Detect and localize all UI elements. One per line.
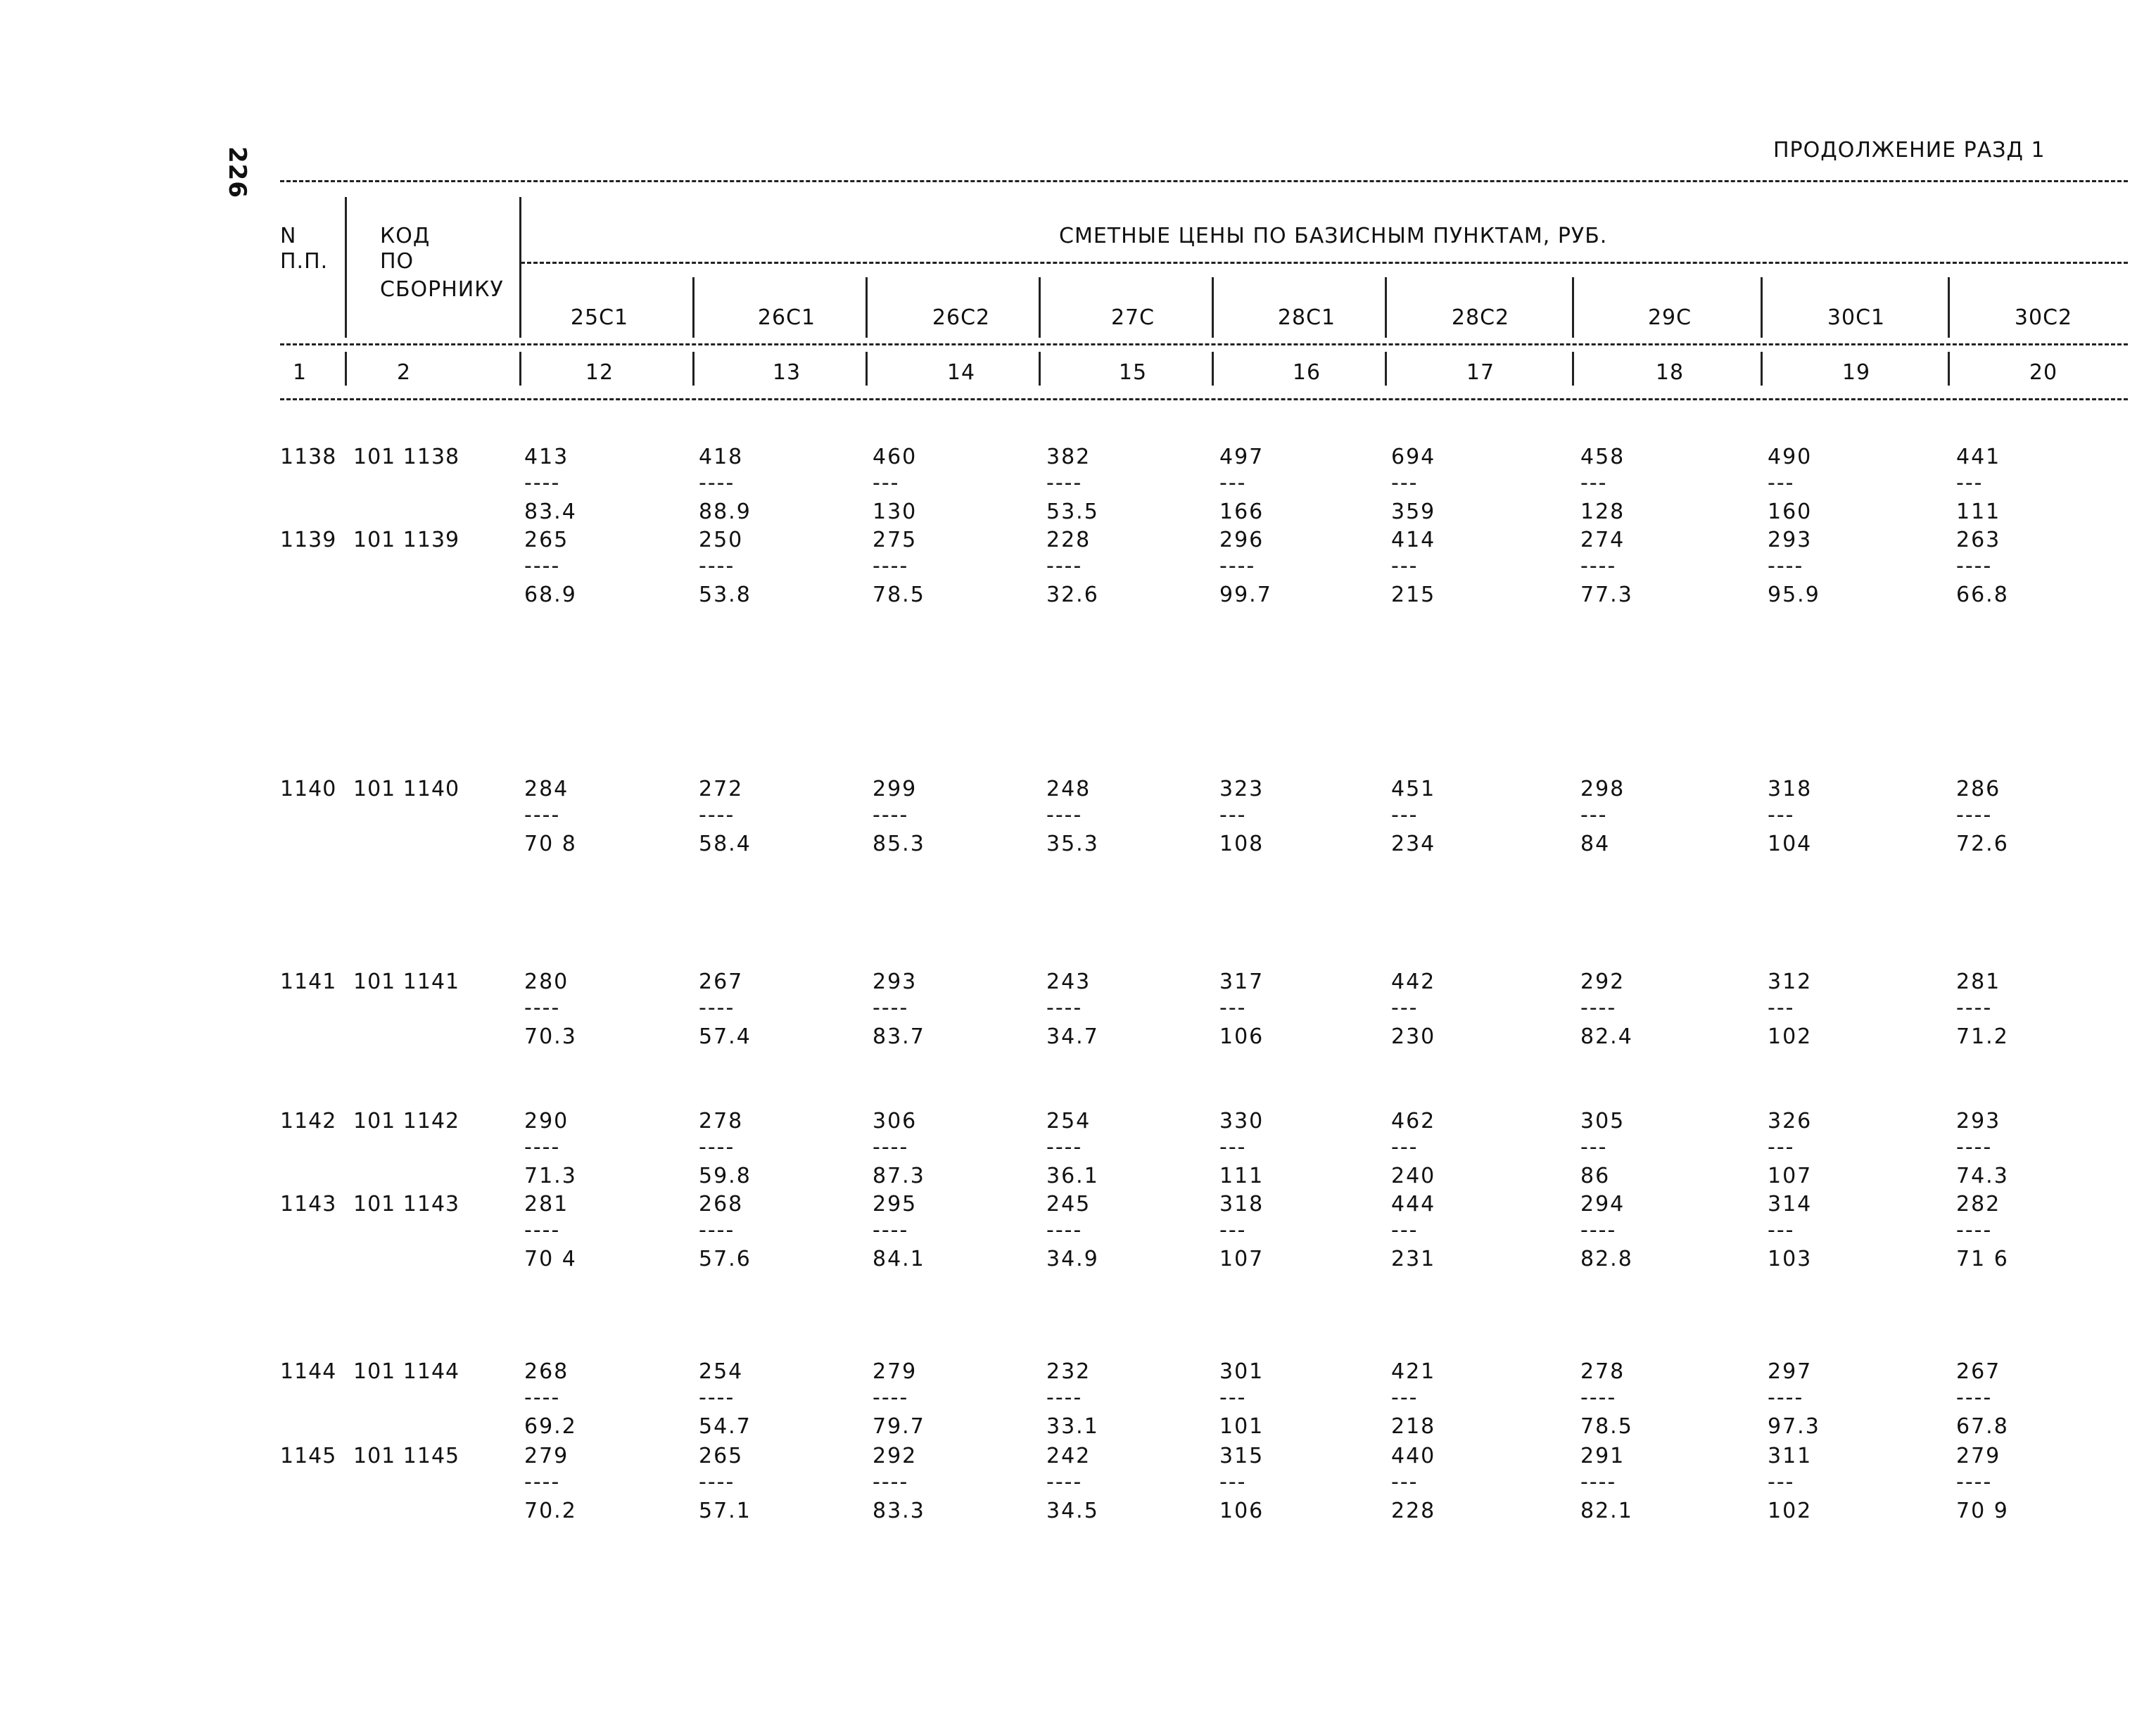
price-top: 413 [524, 445, 569, 469]
price-bottom: 69.2 [524, 1414, 577, 1439]
price-divider: --- [1219, 803, 1247, 827]
price-top: 297 [1768, 1359, 1813, 1384]
price-bottom: 218 [1391, 1414, 1436, 1439]
price-bottom: 95.9 [1768, 583, 1820, 607]
price-divider: ---- [1046, 471, 1083, 495]
header-number-5: 15 [1118, 360, 1148, 385]
number-separator-2 [692, 352, 695, 386]
price-top: 281 [1956, 970, 2001, 994]
price-top: 299 [873, 777, 918, 801]
price-bottom: 85.3 [873, 832, 925, 856]
price-top: 295 [873, 1192, 918, 1216]
price-top: 444 [1391, 1192, 1436, 1216]
price-divider: ---- [873, 996, 909, 1020]
price-top: 279 [873, 1359, 918, 1384]
header-number-4: 14 [946, 360, 976, 385]
price-bottom: 83.7 [873, 1024, 925, 1049]
price-top: 278 [699, 1109, 744, 1133]
price-bottom: 106 [1219, 1499, 1264, 1523]
price-top: 279 [1956, 1444, 2001, 1468]
page-number: 226 [222, 146, 251, 198]
price-bottom: 57.1 [699, 1499, 752, 1523]
price-top: 490 [1768, 445, 1813, 469]
price-divider: --- [1391, 1218, 1419, 1243]
price-top: 497 [1219, 445, 1264, 469]
price-top: 291 [1580, 1444, 1625, 1468]
price-divider: ---- [1046, 1135, 1083, 1160]
price-bottom: 107 [1219, 1247, 1264, 1271]
price-bottom: 107 [1768, 1164, 1813, 1188]
price-divider: --- [1219, 1218, 1247, 1243]
price-divider: ---- [873, 1385, 909, 1410]
header-code: КОД [380, 224, 431, 248]
price-divider: ---- [1768, 1385, 1804, 1410]
price-divider: --- [1956, 471, 1984, 495]
price-bottom: 87.3 [873, 1164, 925, 1188]
price-top: 318 [1219, 1192, 1264, 1216]
row-number: 1145 [280, 1444, 337, 1468]
price-top: 694 [1391, 445, 1436, 469]
price-bottom: 108 [1219, 832, 1264, 856]
number-separator-5 [1212, 352, 1214, 386]
price-bottom: 230 [1391, 1024, 1436, 1049]
price-divider: ---- [1580, 1218, 1617, 1243]
price-top: 243 [1046, 970, 1091, 994]
point-separator-4 [1385, 277, 1387, 338]
header-number-8: 18 [1655, 360, 1685, 385]
header-mid-rule [280, 343, 2128, 345]
point-separator-7 [1948, 277, 1950, 338]
price-divider: --- [1580, 471, 1608, 495]
price-divider: --- [1768, 1470, 1795, 1494]
point-separator-1 [865, 277, 868, 338]
price-divider: ---- [1219, 554, 1256, 578]
price-bottom: 70 4 [524, 1247, 577, 1271]
header-number-10: 20 [2029, 360, 2058, 385]
price-top: 290 [524, 1109, 569, 1133]
price-divider: ---- [1956, 1385, 1993, 1410]
price-bottom: 68.9 [524, 583, 577, 607]
price-divider: ---- [524, 554, 561, 578]
price-divider: --- [1391, 1470, 1419, 1494]
price-bottom: 74.3 [1956, 1164, 2009, 1188]
price-top: 305 [1580, 1109, 1625, 1133]
header-point-0: 25С1 [570, 305, 629, 330]
price-top: 312 [1768, 970, 1813, 994]
price-divider: ---- [524, 996, 561, 1020]
row-number: 1138 [280, 445, 337, 469]
price-divider: ---- [1956, 803, 1993, 827]
price-bottom: 70 9 [1956, 1499, 2009, 1523]
header-code3: СБОРНИКУ [380, 277, 504, 302]
price-bottom: 53.5 [1046, 500, 1099, 524]
header-point-1: 26С1 [757, 305, 816, 330]
price-bottom: 240 [1391, 1164, 1436, 1188]
price-bottom: 67.8 [1956, 1414, 2009, 1439]
header-bottom-rule [280, 398, 2128, 400]
price-divider: --- [1580, 1135, 1608, 1160]
header-number-3: 13 [772, 360, 801, 385]
price-bottom: 128 [1580, 500, 1625, 524]
price-bottom: 82.8 [1580, 1247, 1633, 1271]
price-divider: ---- [1580, 1470, 1617, 1494]
price-bottom: 234 [1391, 832, 1436, 856]
number-separator-3 [865, 352, 868, 386]
price-top: 265 [524, 528, 569, 552]
price-divider: ---- [524, 1218, 561, 1243]
price-divider: ---- [873, 803, 909, 827]
price-top: 268 [524, 1359, 569, 1384]
price-top: 330 [1219, 1109, 1264, 1133]
point-separator-5 [1572, 277, 1574, 338]
row-number: 1141 [280, 970, 337, 994]
header-point-5: 28С2 [1451, 305, 1510, 330]
header-point-4: 28С1 [1277, 305, 1336, 330]
price-divider: ---- [699, 554, 735, 578]
price-divider: --- [1391, 1385, 1419, 1410]
header-point-2: 26С2 [932, 305, 991, 330]
price-divider: --- [1219, 1385, 1247, 1410]
number-separator-1 [519, 352, 521, 386]
price-top: 242 [1046, 1444, 1091, 1468]
price-bottom: 34.7 [1046, 1024, 1099, 1049]
price-top: 275 [873, 528, 918, 552]
price-divider: --- [1768, 996, 1795, 1020]
price-bottom: 228 [1391, 1499, 1436, 1523]
price-bottom: 72.6 [1956, 832, 2009, 856]
price-top: 274 [1580, 528, 1625, 552]
number-separator-0 [345, 352, 347, 386]
row-code: 101 1140 [353, 777, 460, 801]
price-bottom: 66.8 [1956, 583, 2009, 607]
price-divider: ---- [1956, 1135, 1993, 1160]
price-bottom: 71.3 [524, 1164, 577, 1188]
price-top: 293 [1768, 528, 1813, 552]
price-bottom: 34.5 [1046, 1499, 1099, 1523]
price-bottom: 58.4 [699, 832, 752, 856]
price-top: 442 [1391, 970, 1436, 994]
price-divider: --- [1219, 996, 1247, 1020]
price-bottom: 103 [1768, 1247, 1813, 1271]
continuation-label: ПРОДОЛЖЕНИЕ РАЗД 1 [1773, 138, 2046, 163]
price-divider: ---- [1046, 1385, 1083, 1410]
price-top: 298 [1580, 777, 1625, 801]
price-divider: ---- [1956, 996, 1993, 1020]
price-divider: ---- [524, 1135, 561, 1160]
price-divider: ---- [699, 1385, 735, 1410]
header-n: N [280, 224, 297, 248]
header-title-rule [521, 262, 2128, 264]
price-bottom: 35.3 [1046, 832, 1099, 856]
row-code: 101 1145 [353, 1444, 460, 1468]
price-top: 458 [1580, 445, 1625, 469]
header-number-1: 2 [396, 360, 412, 385]
price-divider: --- [1580, 803, 1608, 827]
price-top: 451 [1391, 777, 1436, 801]
price-divider: --- [1391, 803, 1419, 827]
price-divider: --- [1768, 1218, 1795, 1243]
price-bottom: 101 [1219, 1414, 1264, 1439]
row-number: 1142 [280, 1109, 337, 1133]
price-bottom: 34.9 [1046, 1247, 1099, 1271]
price-top: 278 [1580, 1359, 1625, 1384]
price-top: 254 [699, 1359, 744, 1384]
price-bottom: 83.4 [524, 500, 577, 524]
price-divider: ---- [699, 1218, 735, 1243]
price-divider: --- [1219, 1135, 1247, 1160]
price-top: 280 [524, 970, 569, 994]
price-top: 263 [1956, 528, 2001, 552]
price-top: 250 [699, 528, 744, 552]
price-divider: --- [1768, 1135, 1795, 1160]
header-n2: П.П. [280, 249, 329, 274]
price-top: 265 [699, 1444, 744, 1468]
price-bottom: 78.5 [1580, 1414, 1633, 1439]
price-bottom: 57.6 [699, 1247, 752, 1271]
price-divider: ---- [873, 554, 909, 578]
price-bottom: 32.6 [1046, 583, 1099, 607]
price-top: 282 [1956, 1192, 2001, 1216]
price-divider: ---- [1956, 554, 1993, 578]
price-bottom: 71 6 [1956, 1247, 2009, 1271]
row-code: 101 1143 [353, 1192, 460, 1216]
point-separator-2 [1039, 277, 1041, 338]
price-bottom: 77.3 [1580, 583, 1633, 607]
price-top: 296 [1219, 528, 1264, 552]
row-number: 1140 [280, 777, 337, 801]
price-top: 272 [699, 777, 744, 801]
price-divider: ---- [1580, 996, 1617, 1020]
header-number-6: 16 [1292, 360, 1321, 385]
header-number-9: 19 [1841, 360, 1871, 385]
point-separator-6 [1761, 277, 1763, 338]
price-top: 301 [1219, 1359, 1264, 1384]
header-point-7: 30С1 [1827, 305, 1886, 330]
price-top: 323 [1219, 777, 1264, 801]
price-divider: ---- [1580, 1385, 1617, 1410]
price-bottom: 106 [1219, 1024, 1264, 1049]
price-top: 311 [1768, 1444, 1813, 1468]
price-bottom: 70.3 [524, 1024, 577, 1049]
price-top: 292 [873, 1444, 918, 1468]
price-top: 228 [1046, 528, 1091, 552]
header-point-8: 30С2 [2014, 305, 2073, 330]
price-divider: ---- [1046, 1470, 1083, 1494]
price-divider: ---- [1046, 996, 1083, 1020]
price-bottom: 70.2 [524, 1499, 577, 1523]
price-divider: ---- [873, 1470, 909, 1494]
price-bottom: 84 [1580, 832, 1611, 856]
header-vrule-1 [345, 197, 347, 338]
price-divider: ---- [699, 996, 735, 1020]
number-separator-8 [1761, 352, 1763, 386]
price-top: 279 [524, 1444, 569, 1468]
price-bottom: 359 [1391, 500, 1436, 524]
header-number-0: 1 [292, 360, 307, 385]
price-bottom: 70 8 [524, 832, 577, 856]
price-top: 440 [1391, 1444, 1436, 1468]
price-bottom: 102 [1768, 1499, 1813, 1523]
price-bottom: 215 [1391, 583, 1436, 607]
price-divider: ---- [524, 471, 561, 495]
number-separator-9 [1948, 352, 1950, 386]
price-top: 382 [1046, 445, 1091, 469]
price-top: 414 [1391, 528, 1436, 552]
price-bottom: 231 [1391, 1247, 1436, 1271]
row-number: 1143 [280, 1192, 337, 1216]
price-bottom: 71.2 [1956, 1024, 2009, 1049]
row-code: 101 1138 [353, 445, 460, 469]
price-divider: ---- [524, 1385, 561, 1410]
number-separator-7 [1572, 352, 1574, 386]
price-top: 418 [699, 445, 744, 469]
price-divider: ---- [1768, 554, 1804, 578]
price-top: 306 [873, 1109, 918, 1133]
price-divider: ---- [873, 1218, 909, 1243]
price-bottom: 36.1 [1046, 1164, 1099, 1188]
price-bottom: 53.8 [699, 583, 752, 607]
price-divider: --- [1768, 803, 1795, 827]
header-top-rule [280, 180, 2128, 182]
price-bottom: 82.1 [1580, 1499, 1633, 1523]
header-point-3: 27С [1110, 305, 1155, 330]
header-number-2: 12 [585, 360, 614, 385]
row-code: 101 1141 [353, 970, 460, 994]
price-bottom: 59.8 [699, 1164, 752, 1188]
price-divider: --- [1219, 1470, 1247, 1494]
price-bottom: 84.1 [873, 1247, 925, 1271]
price-divider: ---- [699, 1470, 735, 1494]
price-top: 267 [699, 970, 744, 994]
row-code: 101 1139 [353, 528, 460, 552]
header-point-6: 29С [1647, 305, 1692, 330]
price-divider: --- [1768, 471, 1795, 495]
number-separator-4 [1039, 352, 1041, 386]
price-divider: ---- [699, 803, 735, 827]
price-bottom: 111 [1956, 500, 2001, 524]
price-top: 293 [873, 970, 918, 994]
price-divider: ---- [524, 803, 561, 827]
price-bottom: 99.7 [1219, 583, 1272, 607]
price-top: 293 [1956, 1109, 2001, 1133]
price-bottom: 88.9 [699, 500, 752, 524]
price-top: 315 [1219, 1444, 1264, 1468]
price-divider: ---- [1046, 1218, 1083, 1243]
price-top: 268 [699, 1192, 744, 1216]
price-bottom: 104 [1768, 832, 1813, 856]
price-bottom: 111 [1219, 1164, 1264, 1188]
header-number-7: 17 [1466, 360, 1495, 385]
price-top: 460 [873, 445, 918, 469]
price-divider: ---- [1046, 803, 1083, 827]
row-code: 101 1144 [353, 1359, 460, 1384]
price-top: 421 [1391, 1359, 1436, 1384]
price-divider: --- [1219, 471, 1247, 495]
number-separator-6 [1385, 352, 1387, 386]
price-divider: ---- [873, 1135, 909, 1160]
price-top: 284 [524, 777, 569, 801]
price-top: 267 [1956, 1359, 2001, 1384]
price-divider: ---- [1956, 1218, 1993, 1243]
price-top: 326 [1768, 1109, 1813, 1133]
price-divider: --- [1391, 1135, 1419, 1160]
price-top: 254 [1046, 1109, 1091, 1133]
price-top: 232 [1046, 1359, 1091, 1384]
price-bottom: 83.3 [873, 1499, 925, 1523]
price-top: 314 [1768, 1192, 1813, 1216]
price-divider: ---- [699, 1135, 735, 1160]
price-top: 318 [1768, 777, 1813, 801]
point-separator-0 [692, 277, 695, 338]
price-divider: ---- [1956, 1470, 1993, 1494]
price-bottom: 78.5 [873, 583, 925, 607]
point-separator-3 [1212, 277, 1214, 338]
price-bottom: 102 [1768, 1024, 1813, 1049]
price-divider: ---- [699, 471, 735, 495]
price-bottom: 86 [1580, 1164, 1611, 1188]
price-bottom: 54.7 [699, 1414, 752, 1439]
header-title: СМЕТНЫЕ ЦЕНЫ ПО БАЗИСНЫМ ПУНКТАМ, РУБ. [1059, 224, 1608, 248]
price-divider: --- [1391, 996, 1419, 1020]
header-code2: ПО [380, 249, 414, 274]
price-divider: --- [1391, 554, 1419, 578]
price-bottom: 82.4 [1580, 1024, 1633, 1049]
price-top: 462 [1391, 1109, 1436, 1133]
price-top: 292 [1580, 970, 1625, 994]
price-top: 286 [1956, 777, 2001, 801]
price-top: 294 [1580, 1192, 1625, 1216]
row-number: 1144 [280, 1359, 337, 1384]
row-number: 1139 [280, 528, 337, 552]
price-bottom: 166 [1219, 500, 1264, 524]
price-bottom: 79.7 [873, 1414, 925, 1439]
price-divider: ---- [1580, 554, 1617, 578]
price-top: 281 [524, 1192, 569, 1216]
price-divider: --- [1391, 471, 1419, 495]
price-bottom: 33.1 [1046, 1414, 1099, 1439]
header-vrule-2 [519, 197, 521, 338]
price-bottom: 130 [873, 500, 918, 524]
price-bottom: 57.4 [699, 1024, 752, 1049]
price-divider: --- [873, 471, 900, 495]
price-divider: ---- [1046, 554, 1083, 578]
price-divider: ---- [524, 1470, 561, 1494]
price-top: 245 [1046, 1192, 1091, 1216]
price-bottom: 160 [1768, 500, 1813, 524]
price-top: 441 [1956, 445, 2001, 469]
row-code: 101 1142 [353, 1109, 460, 1133]
price-top: 317 [1219, 970, 1264, 994]
price-bottom: 97.3 [1768, 1414, 1820, 1439]
price-top: 248 [1046, 777, 1091, 801]
